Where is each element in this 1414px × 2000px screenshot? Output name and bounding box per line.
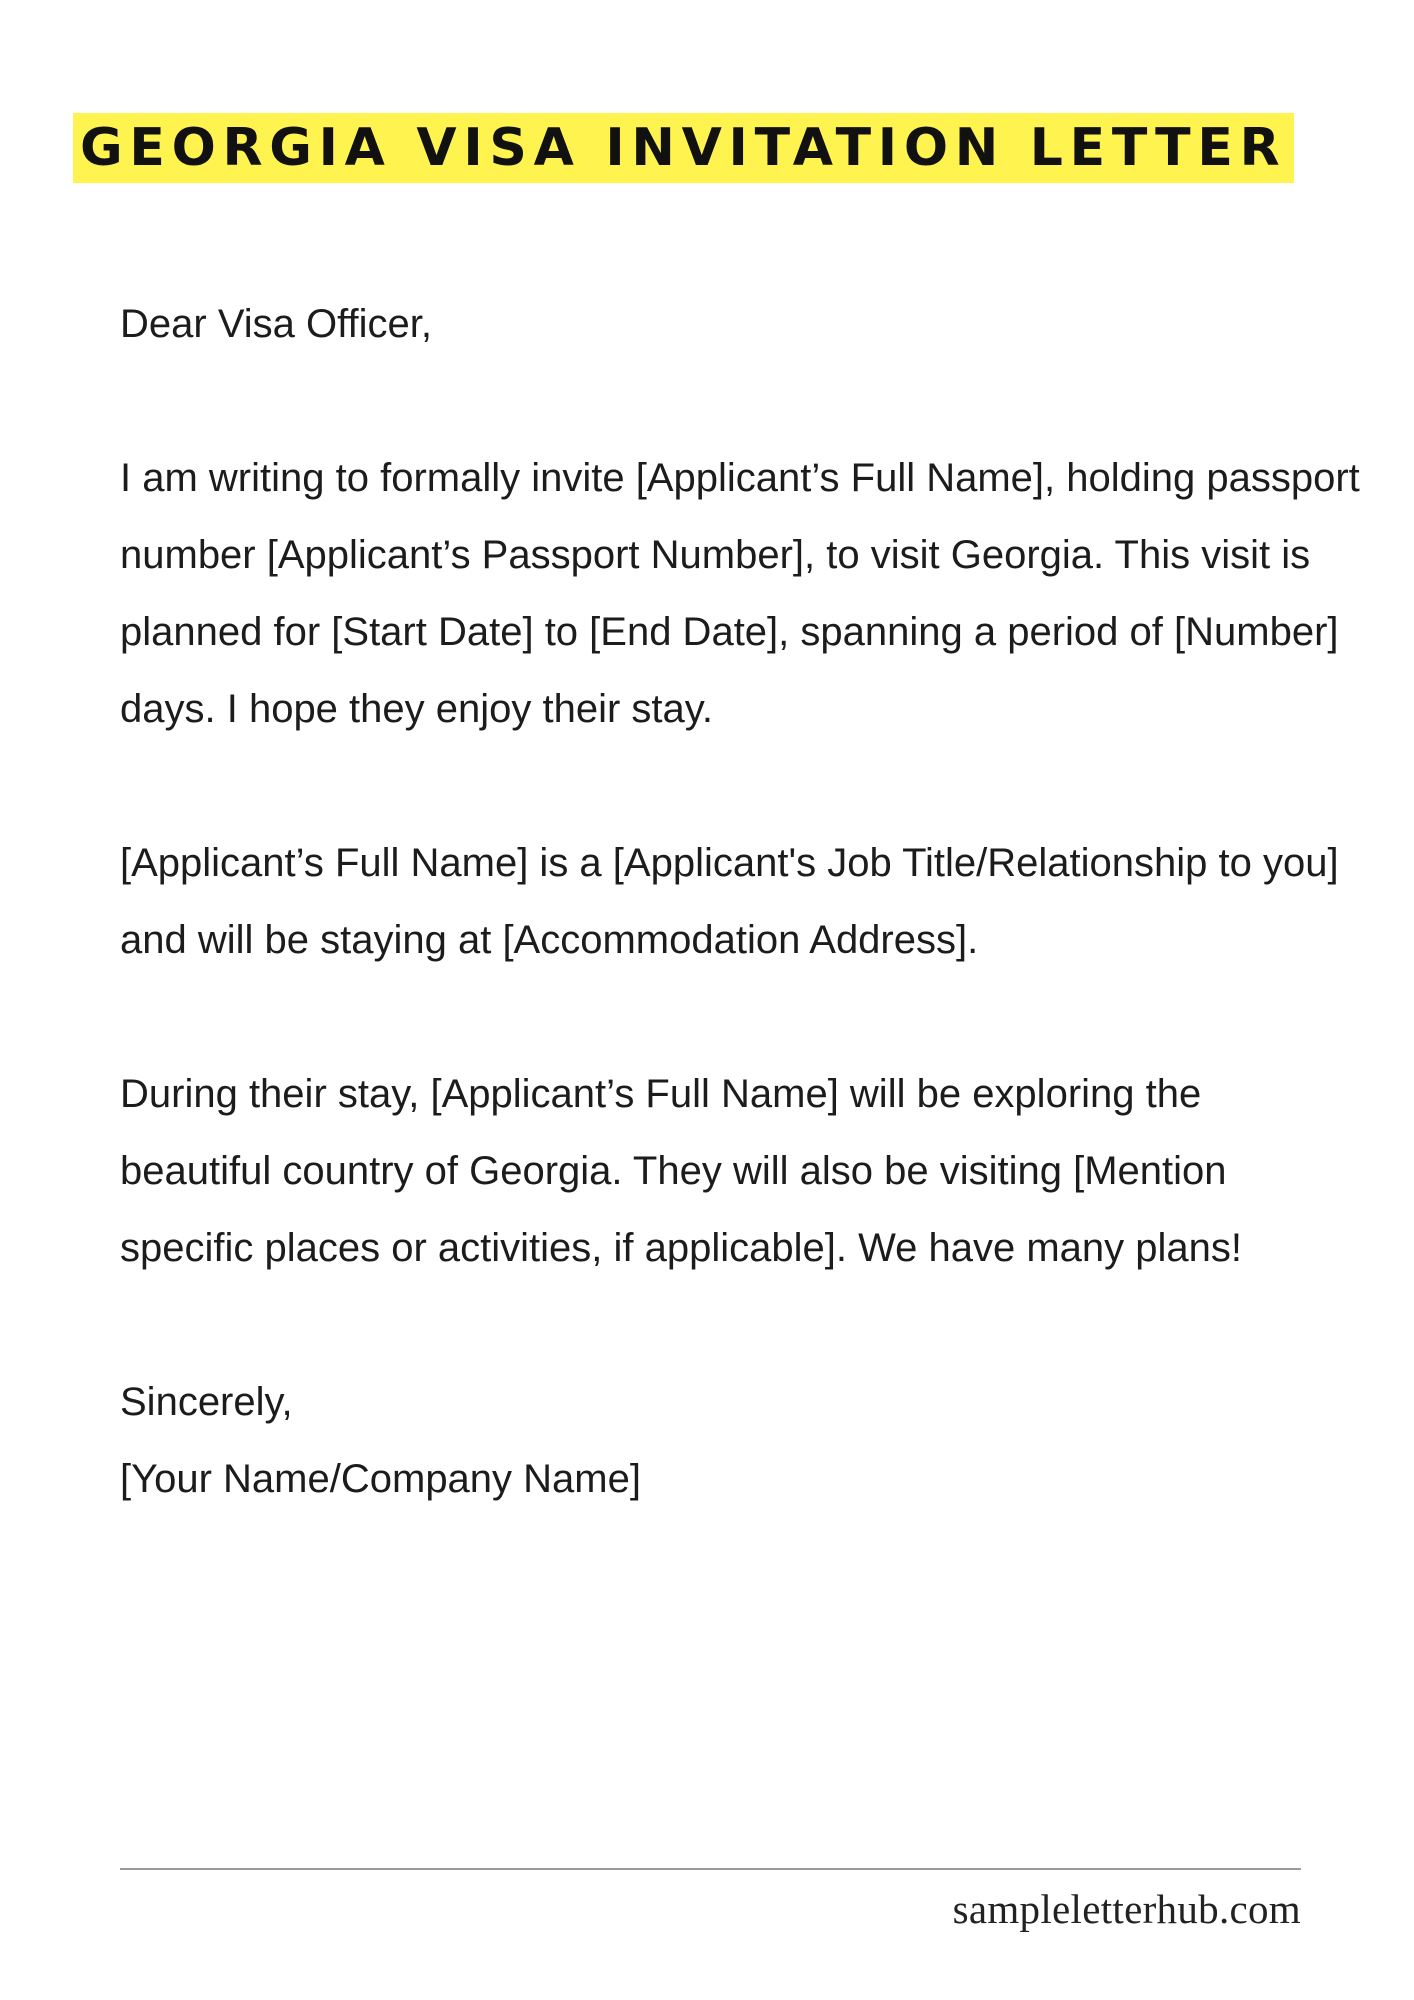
salutation: Dear Visa Officer, [120, 302, 432, 346]
paragraph-1: I am writing to formally invite [Applicant’s Full Name], holding passport number [Applicant’s Passport Number], to visit Georgia. This visit is planned for [Start Date] to [End Date], spanning a period of [Number] days. I hope they enjoy their stay. [120, 456, 1360, 731]
paragraph-gap [120, 363, 1360, 440]
paragraph-gap [120, 748, 1360, 825]
closing: Sincerely, [120, 1380, 293, 1424]
title-highlight [73, 113, 1294, 183]
paragraph-gap [120, 979, 1360, 1056]
page-title: GEORGIA VISA INVITATION LETTER [80, 118, 1287, 178]
paragraph-gap [120, 1287, 1360, 1364]
footer-divider [120, 1868, 1301, 1870]
letter-body [120, 286, 1360, 1518]
signature: [Your Name/Company Name] [120, 1457, 641, 1501]
paragraph-2: [Applicant’s Full Name] is a [Applicant's Job Title/Relationship to you] and will be staying at [Accommodation Address]. [120, 841, 1339, 962]
paragraph-3: During their stay, [Applicant’s Full Name] will be exploring the beautiful country of Georgia. They will also be visiting [Mention specific places or activities, if applicable]. We have many plans! [120, 1072, 1243, 1270]
footer-website: sampleletterhub.com [952, 1886, 1301, 1932]
